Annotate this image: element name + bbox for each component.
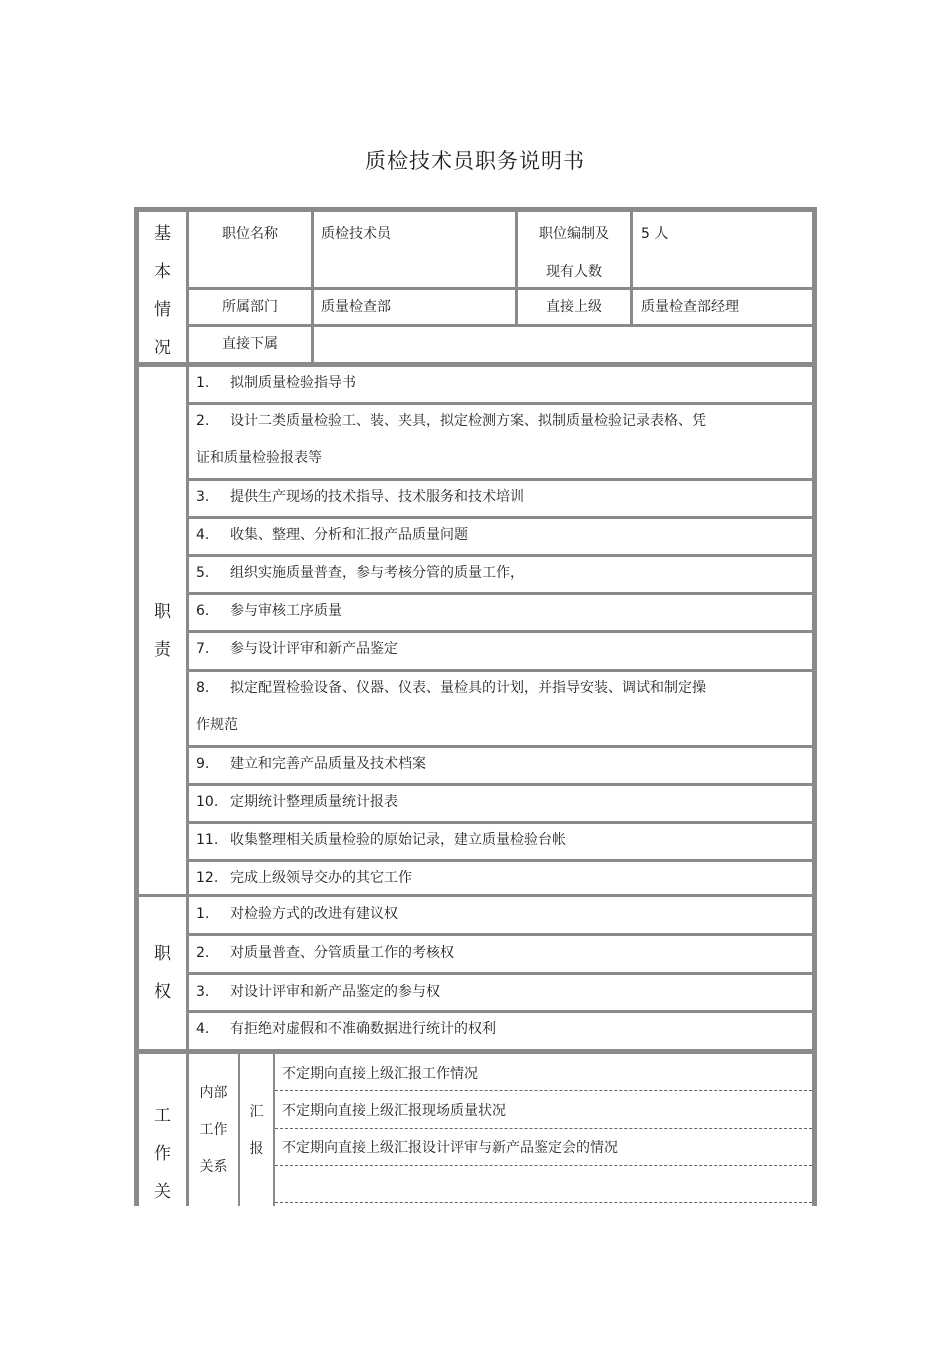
- document-title: 质检技术员职务说明书: [365, 149, 585, 173]
- report-item: 不定期向直接上级汇报现场质量状况: [275, 1091, 812, 1129]
- department-label: 所属部门: [189, 290, 311, 324]
- section-label-char: 基: [154, 224, 171, 244]
- superior-label: 直接上级: [518, 290, 630, 324]
- subordinate-value: [314, 327, 812, 362]
- department-value: 质量检查部: [314, 290, 515, 324]
- section-label-char: 责: [154, 639, 171, 660]
- duty-item: 10. 定期统计整理质量统计报表: [189, 786, 812, 821]
- duty-item: 12. 完成上级领导交办的其它工作: [189, 862, 812, 894]
- section-label-char: 权: [154, 982, 171, 1002]
- position-name-label: 职位名称: [189, 212, 311, 287]
- section-label-relations: [139, 1054, 186, 1206]
- superior-value: 质量检查部经理: [633, 290, 812, 324]
- section-label-basic: [139, 212, 186, 362]
- section-label-duties: [139, 367, 186, 894]
- section-label-char: 职: [154, 944, 171, 964]
- duty-item: 11. 收集整理相关质量检验的原始记录，建立质量检验台帐: [189, 824, 812, 859]
- section-label-authority: [139, 897, 186, 1049]
- headcount-value: 5 人: [633, 212, 812, 287]
- section-label-char: 职: [154, 601, 171, 622]
- authority-item: 3. 对设计评审和新产品鉴定的参与权: [189, 975, 812, 1010]
- report-item: 不定期向直接上级汇报设计评审与新产品鉴定会的情况: [275, 1129, 812, 1166]
- duty-item: 3. 提供生产现场的技术指导、技术服务和技术培训: [189, 481, 812, 516]
- section-label-char: 关: [154, 1182, 171, 1202]
- authority-item: 1. 对检验方式的改进有建议权: [189, 897, 812, 933]
- report-items: [275, 1054, 812, 1206]
- job-description-table: [134, 207, 817, 1206]
- authority-item: 2. 对质量普查、分管质量工作的考核权: [189, 936, 812, 972]
- duty-item: 6. 参与审核工序质量: [189, 595, 812, 630]
- section-label-char: 本: [154, 262, 171, 282]
- report-label: 汇 报: [240, 1054, 273, 1206]
- subordinate-label: 直接下属: [189, 327, 311, 362]
- section-label-char: 况: [154, 338, 171, 358]
- headcount-label: 职位编制及 现有人数: [518, 212, 630, 287]
- report-item: [275, 1166, 812, 1203]
- authority-item: 4. 有拒绝对虚假和不准确数据进行统计的权利: [189, 1013, 812, 1049]
- duty-item: 9. 建立和完善产品质量及技术档案: [189, 748, 812, 783]
- internal-relations-label: 内部 工作 关系: [189, 1054, 238, 1206]
- section-label-char: 作: [154, 1144, 171, 1164]
- section-label-char: 工: [154, 1106, 171, 1126]
- position-name-value: 质检技术员: [314, 212, 515, 287]
- report-item: 不定期向直接上级汇报工作情况: [275, 1054, 812, 1091]
- duty-item: 8. 拟定配置检验设备、仪器、仪表、量检具的计划，并指导安装、调试和制定操 作规范: [189, 672, 812, 745]
- duty-item: 4. 收集、整理、分析和汇报产品质量问题: [189, 519, 812, 554]
- duty-item: 7. 参与设计评审和新产品鉴定: [189, 633, 812, 669]
- section-label-char: 情: [154, 300, 171, 320]
- duty-item: 2. 设计二类质量检验工、装、夹具，拟定检测方案、拟制质量检验记录表格、凭 证和质量检验报表等: [189, 405, 812, 478]
- duty-item: 5. 组织实施质量普查，参与考核分管的质量工作，: [189, 557, 812, 592]
- duty-item: 1. 拟制质量检验指导书: [189, 367, 812, 402]
